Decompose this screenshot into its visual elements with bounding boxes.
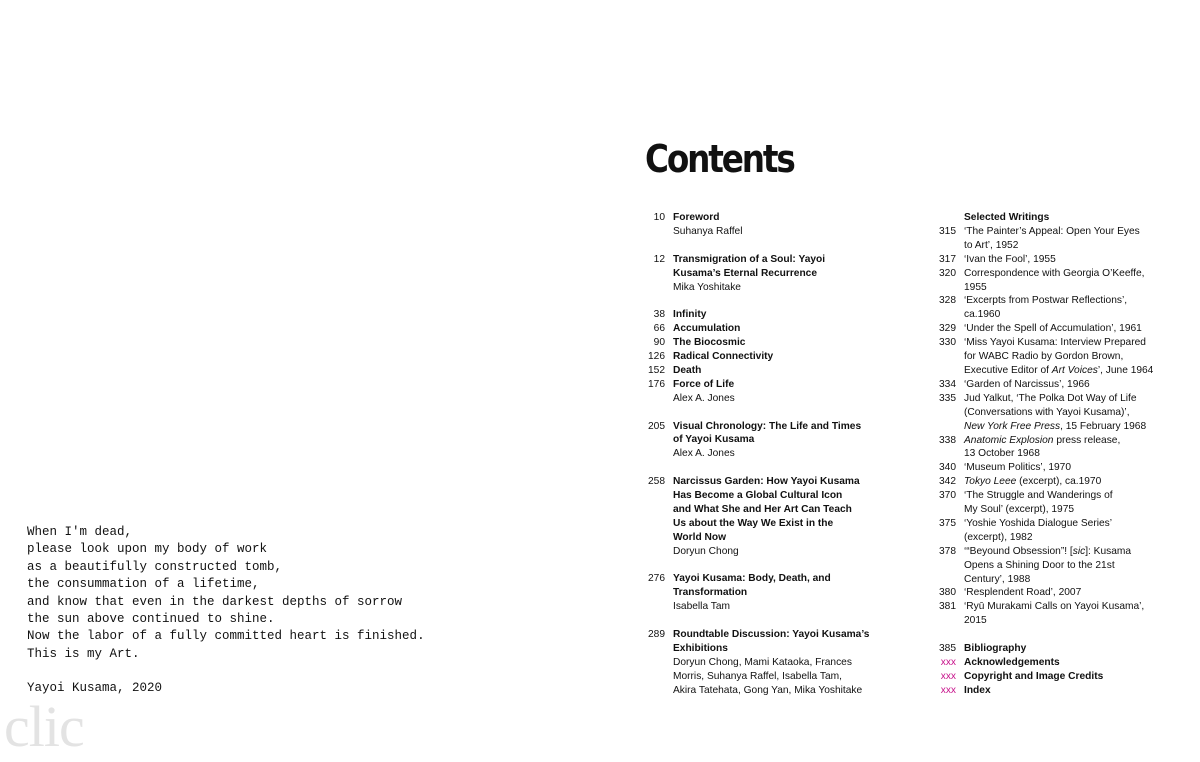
entry-title: ‘Ivan the Fool’, 1955 [964, 253, 1056, 265]
entry-author: Isabella Tam [673, 601, 731, 613]
entry-author: Morris, Suhanya Raffel, Isabella Tam, [673, 670, 842, 682]
toc-entry-writing[interactable] [933, 434, 1195, 462]
toc-entry-foreword[interactable] [645, 211, 910, 239]
toc-entry-writing[interactable] [933, 517, 1195, 545]
entry-title: ‘Garden of Narcissus’, 1966 [964, 378, 1090, 390]
page-number: 338 [939, 434, 956, 446]
poem-line: as a beautifully constructed tomb, [27, 559, 283, 574]
toc-entry-writing[interactable] [933, 586, 1195, 600]
poem-line: and know that even in the darkest depths of sorrow [27, 594, 403, 609]
entry-title: ‘Resplendent Road’, 2007 [964, 587, 1082, 599]
toc-entry-biocosmic[interactable] [645, 336, 910, 350]
entry-title: ‘Under the Spell of Accumulation’, 1961 [964, 323, 1142, 335]
entry-title: ca.1960 [964, 309, 1001, 321]
entry-title: to Art’, 1952 [964, 239, 1019, 251]
contents-title: Contents [645, 137, 794, 181]
entry-title: Kusama’s Eternal Recurrence [673, 267, 818, 279]
toc-entry-writing[interactable] [933, 600, 1195, 628]
entry-title: ‘Ryū Murakami Calls on Yayoi Kusama’, [964, 601, 1145, 613]
toc-entry-writing[interactable] [933, 294, 1195, 322]
entry-title: (excerpt), 1982 [964, 531, 1033, 543]
page-number: 258 [648, 476, 665, 488]
poem-line: When I'm dead, [27, 525, 133, 539]
entry-title: Accumulation [673, 323, 741, 335]
page-number-placeholder: xxx [940, 684, 956, 696]
entry-title: Exhibitions [673, 643, 728, 654]
entry-title: (Conversations with Yayoi Kusama)’, [964, 406, 1130, 418]
entry-title: The Biocosmic [673, 337, 746, 349]
page-number: 126 [648, 351, 665, 363]
entry-author: Doryun Chong, Mami Kataoka, Frances [673, 656, 852, 668]
toc-entry-infinity[interactable] [645, 308, 910, 322]
poem-line: please look upon my body of work [27, 542, 268, 557]
toc-entry-writing[interactable] [933, 378, 1195, 392]
entry-title: Century’, 1988 [964, 573, 1031, 585]
page-number: 378 [939, 545, 956, 557]
entry-title: Correspondence with Georgia O’Keeffe, [964, 267, 1145, 279]
entry-title: Radical Connectivity [673, 351, 774, 363]
page-number: 330 [939, 337, 956, 349]
page-number: 176 [648, 378, 665, 390]
entry-title: Visual Chronology: The Life and Times [673, 420, 862, 432]
entry-title: Has Become a Global Cultural Icon [673, 490, 843, 502]
entry-title: Narcissus Garden: How Yayoi Kusama [673, 476, 860, 488]
entry-title: Acknowledgements [964, 656, 1060, 668]
entry-title: ‘The Painter’s Appeal: Open Your Eyes [964, 225, 1140, 237]
entry-title: ‘Excerpts from Postwar Reflections’, [964, 295, 1128, 307]
section-heading [933, 211, 1195, 225]
page-number: 380 [939, 587, 956, 599]
toc-entry-writing[interactable] [933, 392, 1195, 434]
entry-title: New York Free Press, 15 February 1968 [964, 420, 1147, 432]
entry-title: 13 October 1968 [964, 448, 1040, 460]
page-number-placeholder: xxx [940, 656, 956, 668]
entry-title: ‘Yoshie Yoshida Dialogue Series’ [964, 517, 1113, 529]
poem-line: the consummation of a lifetime, [27, 577, 260, 592]
toc-entry-bibliography[interactable] [933, 642, 1195, 656]
page-number: 381 [939, 601, 956, 613]
toc-entry-writing[interactable] [933, 545, 1195, 587]
entry-title: World Now [673, 531, 727, 543]
entry-title: Bibliography [964, 643, 1027, 655]
page-number: 317 [939, 253, 956, 265]
toc-entry-writing[interactable] [933, 461, 1195, 475]
poem-line: This is my Art. [27, 646, 140, 661]
entry-author: Alex A. Jones [673, 448, 735, 460]
entry-author: Suhanya Raffel [673, 225, 743, 237]
page-number: 12 [653, 253, 665, 265]
entry-title: ‘Museum Politics’, 1970 [964, 462, 1072, 474]
page-number: 66 [653, 323, 665, 335]
toc-entry-writing[interactable] [933, 322, 1195, 336]
entry-author: Akira Tatehata, Gong Yan, Mika Yoshitake [673, 684, 863, 696]
toc-entry-radical-connectivity[interactable] [645, 350, 910, 364]
entry-title: 2015 [964, 615, 987, 627]
page-number: 335 [939, 392, 956, 404]
watermark-logo: clic [4, 694, 84, 759]
page-number: 375 [939, 517, 956, 529]
toc-entry-roundtable[interactable] [645, 628, 910, 698]
toc-entry-accumulation[interactable] [645, 322, 910, 336]
page-number: 38 [653, 309, 665, 321]
toc-entry-writing[interactable] [933, 475, 1195, 489]
toc-entry-writing[interactable] [933, 336, 1195, 378]
toc-entry-writing[interactable] [933, 225, 1195, 253]
page-number: 315 [939, 225, 956, 237]
page-number: 329 [939, 323, 956, 335]
entry-title: Us about the Way We Exist in the [673, 517, 834, 529]
toc-entry-force-of-life[interactable] [645, 378, 910, 406]
page-number: 90 [653, 337, 665, 349]
page-number: 370 [939, 490, 956, 502]
entry-title: Opens a Shining Door to the 21st [964, 559, 1115, 571]
page-number: 342 [939, 476, 956, 488]
toc-entry-writing[interactable] [933, 253, 1195, 267]
entry-title: Jud Yalkut, ‘The Polka Dot Way of Life [964, 392, 1137, 404]
entry-author: Mika Yoshitake [673, 281, 741, 293]
toc-entry-writing[interactable] [933, 489, 1195, 517]
toc-entry-narcissus-garden[interactable] [645, 475, 910, 558]
selected-writings-heading: Selected Writings [964, 212, 1050, 223]
entry-title: Foreword [673, 212, 720, 223]
entry-title: Anatomic Explosion press release, [964, 434, 1121, 446]
page-number: 340 [939, 462, 956, 474]
page-number: 276 [648, 573, 665, 585]
entry-title: of Yayoi Kusama [673, 434, 755, 446]
poem-line: the sun above continued to shine. [27, 612, 275, 627]
toc-entry-writing[interactable] [933, 267, 1195, 295]
entry-title: and What She and Her Art Can Teach [673, 503, 852, 515]
entry-title: Yayoi Kusama: Body, Death, and [673, 573, 831, 585]
epigraph-poem [27, 524, 425, 698]
toc-entry-chronology[interactable] [645, 420, 910, 462]
page-number-placeholder: xxx [940, 670, 956, 682]
entry-title: ‘The Struggle and Wanderings of [964, 490, 1113, 502]
page-number: 152 [648, 364, 665, 376]
entry-title: Tokyo Leee (excerpt), ca.1970 [964, 476, 1102, 488]
page-number: 320 [939, 267, 956, 279]
page-number: 205 [648, 420, 665, 432]
entry-title: Index [964, 684, 991, 696]
contents-column-right [933, 211, 1195, 698]
toc-entry-acknowledgements[interactable] [933, 656, 1195, 670]
entry-title: Executive Editor of Art Voices’, June 1964 [964, 364, 1154, 376]
entry-title: My Soul’ (excerpt), 1975 [964, 504, 1075, 516]
entry-title: for WABC Radio by Gordon Brown, [964, 351, 1124, 363]
entry-author: Alex A. Jones [673, 392, 735, 404]
entry-title: ‘“Beyound Obsession”! [sic]: Kusama [964, 545, 1132, 557]
entry-title: 1955 [964, 281, 987, 293]
toc-entry-credits[interactable] [933, 670, 1195, 684]
entry-title: ‘Miss Yayoi Kusama: Interview Prepared [964, 337, 1146, 349]
entry-title: Roundtable Discussion: Yayoi Kusama’s [673, 629, 870, 641]
entry-title: Copyright and Image Credits [964, 670, 1104, 682]
poem-attribution: Yayoi Kusama, 2020 [27, 681, 163, 696]
entry-title: Death [673, 364, 702, 376]
entry-title: Force of Life [673, 378, 735, 390]
entry-author: Doryun Chong [673, 545, 739, 557]
toc-entry-index[interactable] [933, 684, 1195, 698]
page-number: 328 [939, 295, 956, 307]
contents-column-left [645, 211, 910, 698]
page-number: 289 [648, 629, 665, 641]
entry-title: Transmigration of a Soul: Yayoi [673, 253, 826, 265]
toc-entry-transmigration[interactable] [645, 253, 910, 295]
page-number: 334 [939, 378, 956, 390]
toc-entry-death[interactable] [645, 364, 910, 378]
poem-line: Now the labor of a fully committed heart is finished. [27, 629, 425, 644]
entry-title: Infinity [673, 309, 707, 321]
toc-entry-body-death[interactable] [645, 572, 910, 614]
page-number: 10 [653, 212, 665, 223]
entry-title: Transformation [673, 587, 748, 599]
page-number: 385 [939, 643, 956, 655]
